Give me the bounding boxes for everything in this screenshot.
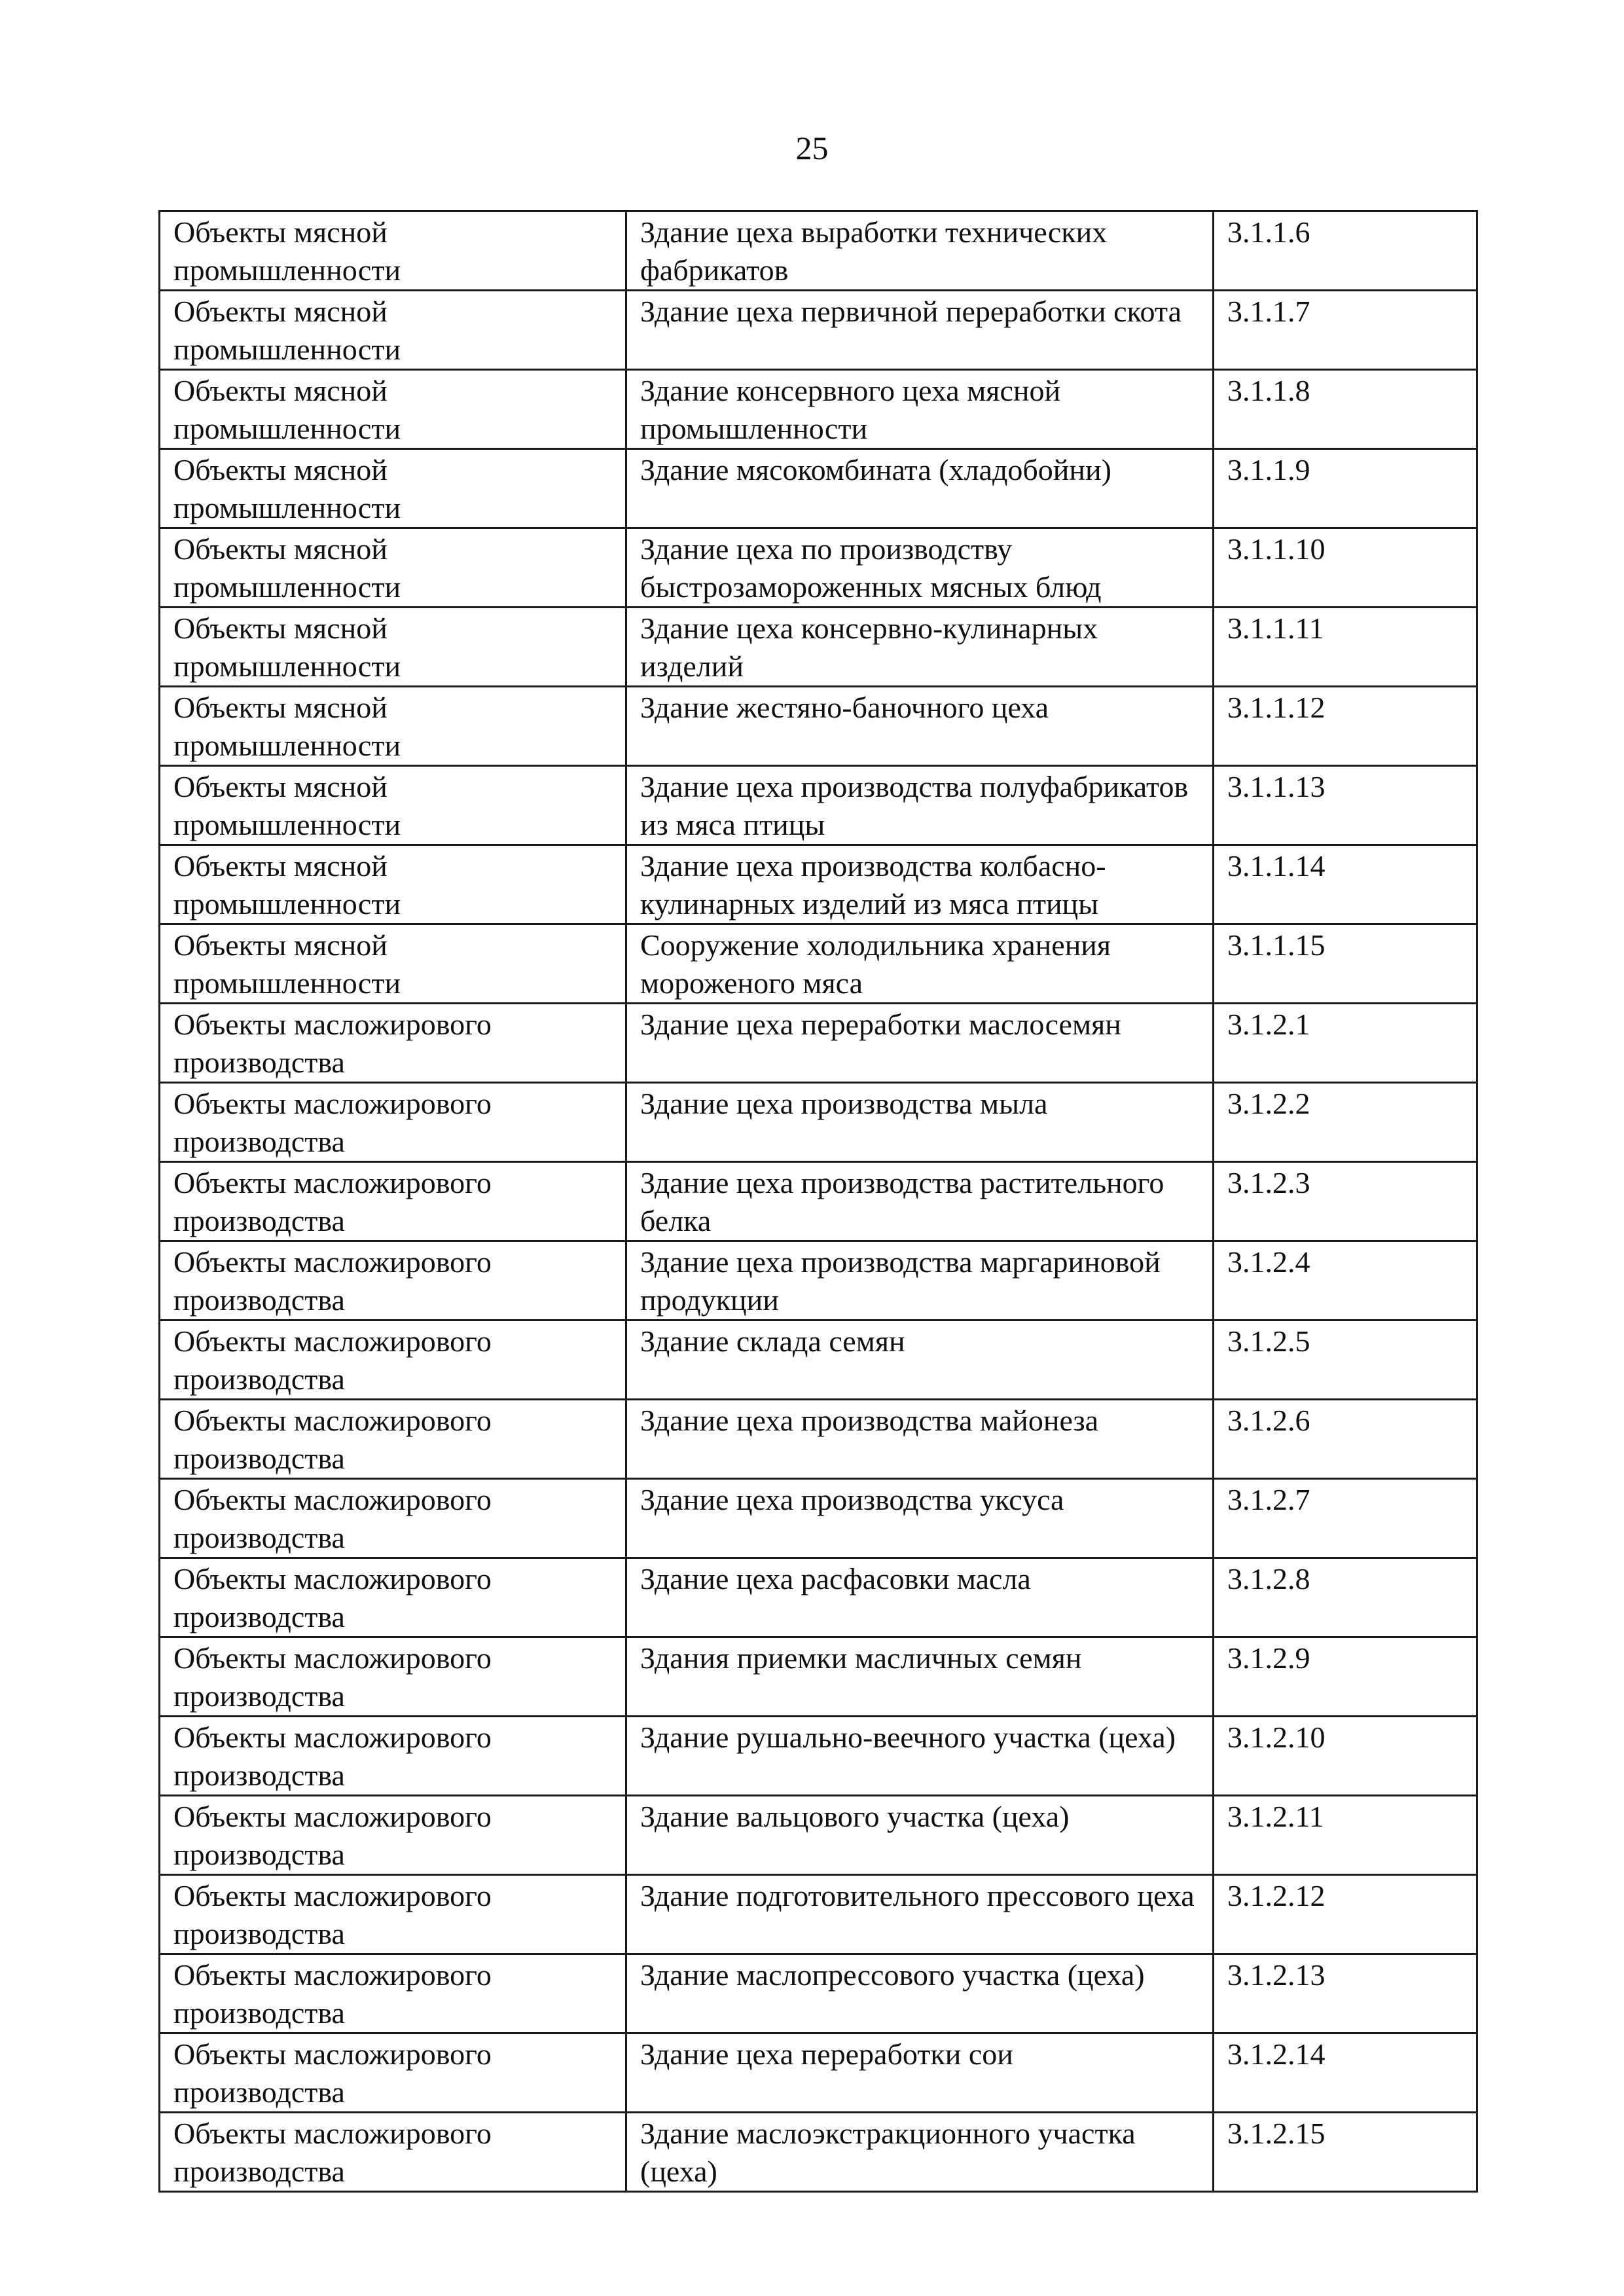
table-row <box>160 291 1477 370</box>
object-cell: Здание жестяно-баночного цеха <box>626 687 1214 766</box>
table-row <box>160 370 1477 449</box>
category-cell: Объекты масложирового производства <box>160 2033 626 2113</box>
table-row <box>160 766 1477 845</box>
category-cell: Объекты мясной промышленности <box>160 845 626 924</box>
table-row <box>160 1717 1477 1796</box>
objects-table <box>158 210 1478 2193</box>
object-cell: Здание рушально-веечного участка (цеха) <box>626 1717 1214 1796</box>
code-cell: 3.1.1.13 <box>1214 766 1477 845</box>
table-row <box>160 1083 1477 1162</box>
object-cell: Здание цеха производства растительного белка <box>626 1162 1214 1241</box>
object-cell: Здание цеха переработки маслосемян <box>626 1004 1214 1083</box>
table-row <box>160 1321 1477 1400</box>
code-cell: 3.1.1.14 <box>1214 845 1477 924</box>
category-cell: Объекты масложирового производства <box>160 1241 626 1321</box>
object-cell: Здание мясокомбината (хладобойни) <box>626 449 1214 528</box>
object-cell: Здание цеха выработки технических фабрикатов <box>626 211 1214 291</box>
table-row <box>160 1241 1477 1321</box>
table-row <box>160 1004 1477 1083</box>
category-cell: Объекты мясной промышленности <box>160 449 626 528</box>
category-cell: Объекты масложирового производства <box>160 1004 626 1083</box>
table-row <box>160 1875 1477 1954</box>
table-row <box>160 211 1477 291</box>
category-cell: Объекты масложирового производства <box>160 1400 626 1479</box>
category-cell: Объекты мясной промышленности <box>160 528 626 608</box>
object-cell: Здание цеха производства майонеза <box>626 1400 1214 1479</box>
code-cell: 3.1.1.8 <box>1214 370 1477 449</box>
table-row <box>160 924 1477 1004</box>
category-cell: Объекты масложирового производства <box>160 1637 626 1717</box>
code-cell: 3.1.2.2 <box>1214 1083 1477 1162</box>
object-cell: Здание цеха производства уксуса <box>626 1479 1214 1558</box>
code-cell: 3.1.2.13 <box>1214 1954 1477 2033</box>
table-row <box>160 449 1477 528</box>
table-row <box>160 1162 1477 1241</box>
code-cell: 3.1.1.7 <box>1214 291 1477 370</box>
code-cell: 3.1.2.7 <box>1214 1479 1477 1558</box>
code-cell: 3.1.2.12 <box>1214 1875 1477 1954</box>
category-cell: Объекты масложирового производства <box>160 1479 626 1558</box>
object-cell: Здание цеха консервно-кулинарных изделий <box>626 608 1214 687</box>
category-cell: Объекты мясной промышленности <box>160 924 626 1004</box>
object-cell: Здание цеха производства маргариновой продукции <box>626 1241 1214 1321</box>
category-cell: Объекты масложирового производства <box>160 1796 626 1875</box>
object-cell: Здание цеха производства полуфабрикатов из мяса птицы <box>626 766 1214 845</box>
table-row <box>160 1954 1477 2033</box>
table-row <box>160 1558 1477 1637</box>
table-row <box>160 2113 1477 2192</box>
category-cell: Объекты мясной промышленности <box>160 608 626 687</box>
object-cell: Здание вальцового участка (цеха) <box>626 1796 1214 1875</box>
category-cell: Объекты масложирового производства <box>160 1875 626 1954</box>
code-cell: 3.1.2.14 <box>1214 2033 1477 2113</box>
page-number: 25 <box>795 130 829 166</box>
object-cell: Сооружение холодильника хранения мороженого мяса <box>626 924 1214 1004</box>
object-cell: Здания приемки масличных семян <box>626 1637 1214 1717</box>
category-cell: Объекты масложирового производства <box>160 1717 626 1796</box>
table-row <box>160 608 1477 687</box>
category-cell: Объекты масложирового производства <box>160 2113 626 2192</box>
object-cell: Здание склада семян <box>626 1321 1214 1400</box>
category-cell: Объекты масложирового производства <box>160 1083 626 1162</box>
object-cell: Здание цеха по производству быстрозамороженных мясных блюд <box>626 528 1214 608</box>
object-cell: Здание цеха производства мыла <box>626 1083 1214 1162</box>
code-cell: 3.1.2.15 <box>1214 2113 1477 2192</box>
object-cell: Здание консервного цеха мясной промышленности <box>626 370 1214 449</box>
code-cell: 3.1.1.6 <box>1214 211 1477 291</box>
category-cell: Объекты масложирового производства <box>160 1558 626 1637</box>
object-cell: Здание цеха первичной переработки скота <box>626 291 1214 370</box>
category-cell: Объекты мясной промышленности <box>160 370 626 449</box>
category-cell: Объекты мясной промышленности <box>160 291 626 370</box>
code-cell: 3.1.2.6 <box>1214 1400 1477 1479</box>
object-cell: Здание подготовительного прессового цеха <box>626 1875 1214 1954</box>
object-cell: Здание маслопрессового участка (цеха) <box>626 1954 1214 2033</box>
code-cell: 3.1.1.15 <box>1214 924 1477 1004</box>
category-cell: Объекты мясной промышленности <box>160 687 626 766</box>
table-row <box>160 1796 1477 1875</box>
code-cell: 3.1.1.9 <box>1214 449 1477 528</box>
object-cell: Здание цеха производства колбасно-кулинарных изделий из мяса птицы <box>626 845 1214 924</box>
code-cell: 3.1.2.9 <box>1214 1637 1477 1717</box>
object-cell: Здание цеха переработки сои <box>626 2033 1214 2113</box>
category-cell: Объекты масложирового производства <box>160 1321 626 1400</box>
category-cell: Объекты масложирового производства <box>160 1162 626 1241</box>
code-cell: 3.1.1.11 <box>1214 608 1477 687</box>
category-cell: Объекты масложирового производства <box>160 1954 626 2033</box>
code-cell: 3.1.2.5 <box>1214 1321 1477 1400</box>
table-row <box>160 1400 1477 1479</box>
code-cell: 3.1.2.8 <box>1214 1558 1477 1637</box>
table-row <box>160 528 1477 608</box>
code-cell: 3.1.1.10 <box>1214 528 1477 608</box>
table-body <box>160 211 1477 2192</box>
code-cell: 3.1.2.3 <box>1214 1162 1477 1241</box>
code-cell: 3.1.1.12 <box>1214 687 1477 766</box>
code-cell: 3.1.2.10 <box>1214 1717 1477 1796</box>
code-cell: 3.1.2.4 <box>1214 1241 1477 1321</box>
table-row <box>160 1479 1477 1558</box>
table-row <box>160 687 1477 766</box>
table-row <box>160 1637 1477 1717</box>
category-cell: Объекты мясной промышленности <box>160 766 626 845</box>
category-cell: Объекты мясной промышленности <box>160 211 626 291</box>
code-cell: 3.1.2.11 <box>1214 1796 1477 1875</box>
object-cell: Здание маслоэкстракционного участка (цеха) <box>626 2113 1214 2192</box>
table-row <box>160 2033 1477 2113</box>
table-row <box>160 845 1477 924</box>
code-cell: 3.1.2.1 <box>1214 1004 1477 1083</box>
object-cell: Здание цеха расфасовки масла <box>626 1558 1214 1637</box>
